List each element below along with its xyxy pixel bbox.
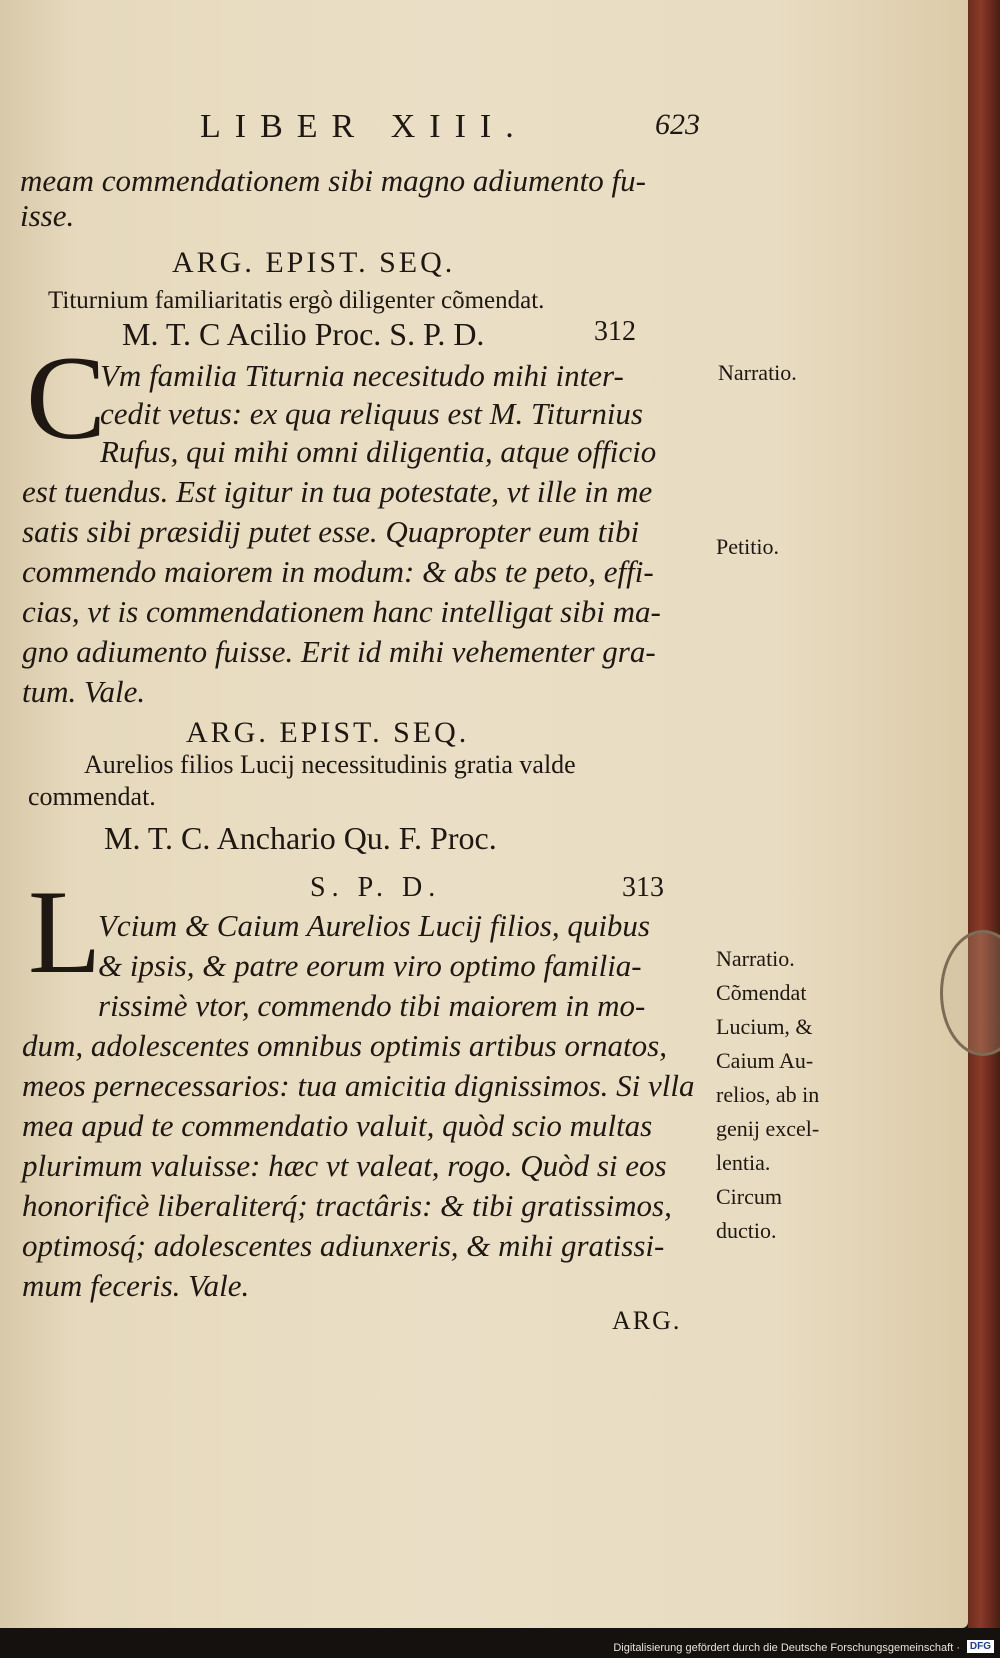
text-line: gno adiumento fuisse. Erit id mihi vehementer gra- (22, 634, 656, 669)
argument-heading: ARG. EPIST. SEQ. (186, 716, 470, 749)
drop-cap: L (28, 865, 102, 998)
book-binding-edge (968, 0, 1000, 1628)
margin-note: ductio. (716, 1218, 777, 1243)
text-line: rissimè vtor, commendo tibi maiorem in mo- (98, 988, 646, 1023)
text-line: Vcium & Caium Aurelios Lucij filios, quibus (98, 908, 650, 943)
letter-number: 312 (594, 316, 636, 347)
letter-number: 313 (622, 872, 664, 903)
margin-note: lentia. (716, 1150, 771, 1175)
text-line: commendo maiorem in modum: & abs te peto, effi- (22, 554, 654, 589)
page-number: 623 (655, 108, 700, 141)
margin-note: Cõmendat (716, 980, 807, 1005)
text-line: tum. Vale. (22, 674, 146, 709)
text-line: cias, vt is commendationem hanc intelligat sibi ma- (22, 594, 661, 629)
text-line: Rufus, qui mihi omni diligentia, atque officio (100, 434, 657, 469)
drop-cap: C (26, 331, 107, 464)
margin-note: Caium Au- (716, 1048, 814, 1073)
text-line: est tuendus. Est igitur in tua potestate, vt ille in me (22, 474, 653, 509)
letter-address: M. T. C Acilio Proc. S. P. D. (122, 316, 485, 352)
letter-address: M. T. C. Anchario Qu. F. Proc. (104, 820, 497, 856)
catchword: ARG. (612, 1306, 682, 1335)
text-line: satis sibi præsidij putet esse. Quapropter eum tibi (22, 514, 640, 549)
margin-note: Narratio. (716, 946, 795, 971)
text-line: meos pernecessarios: tua amicitia dignissimos. Si vlla (22, 1068, 695, 1103)
dfg-logo: DFG (967, 1640, 994, 1653)
argument-summary: Titurnium familiaritatis ergò diligenter cõmendat. (48, 287, 545, 314)
text-line: optimosq́; adolescentes adiunxeris, & mihi gratissi- (22, 1228, 665, 1263)
letter-salutation: S. P. D. (310, 872, 442, 903)
margin-note: Petitio. (716, 534, 779, 559)
text-line: dum, adolescentes omnibus optimis artibus ornatos, (22, 1028, 667, 1063)
text-line: plurimum valuisse: hæc vt valeat, rogo. Quòd si eos (22, 1148, 667, 1183)
running-title: LIBER XIII. (200, 108, 528, 145)
margin-note: genij excel- (716, 1116, 820, 1141)
argument-summary: commendat. (28, 782, 156, 811)
text-line: mum feceris. Vale. (22, 1268, 250, 1303)
text-line: isse. (20, 198, 75, 233)
margin-note: Circum (716, 1184, 782, 1209)
text-line: honorificè liberaliterq́; tractâris: & tibi gratissimos, (22, 1188, 672, 1223)
margin-note: Lucium, & (716, 1014, 813, 1039)
text-line: meam commendationem sibi magno adiumento fu- (20, 163, 646, 198)
argument-heading: ARG. EPIST. SEQ. (172, 246, 456, 279)
text-line: Vm familia Titurnia necesitudo mihi inter- (100, 358, 624, 393)
argument-summary: Aurelios filios Lucij necessitudinis gratia valde (84, 750, 576, 779)
margin-note: Narratio. (718, 360, 797, 385)
digitization-credit: Digitalisierung gefördert durch die Deutsche Forschungsgemeinschaft · (613, 1642, 960, 1654)
text-line: cedit vetus: ex qua reliquus est M. Titurnius (100, 396, 643, 431)
text-line: mea apud te commendatio valuit, quòd scio multas (22, 1108, 653, 1143)
margin-note: relios, ab in (716, 1082, 820, 1107)
text-line: & ipsis, & patre eorum viro optimo familia- (98, 948, 642, 983)
